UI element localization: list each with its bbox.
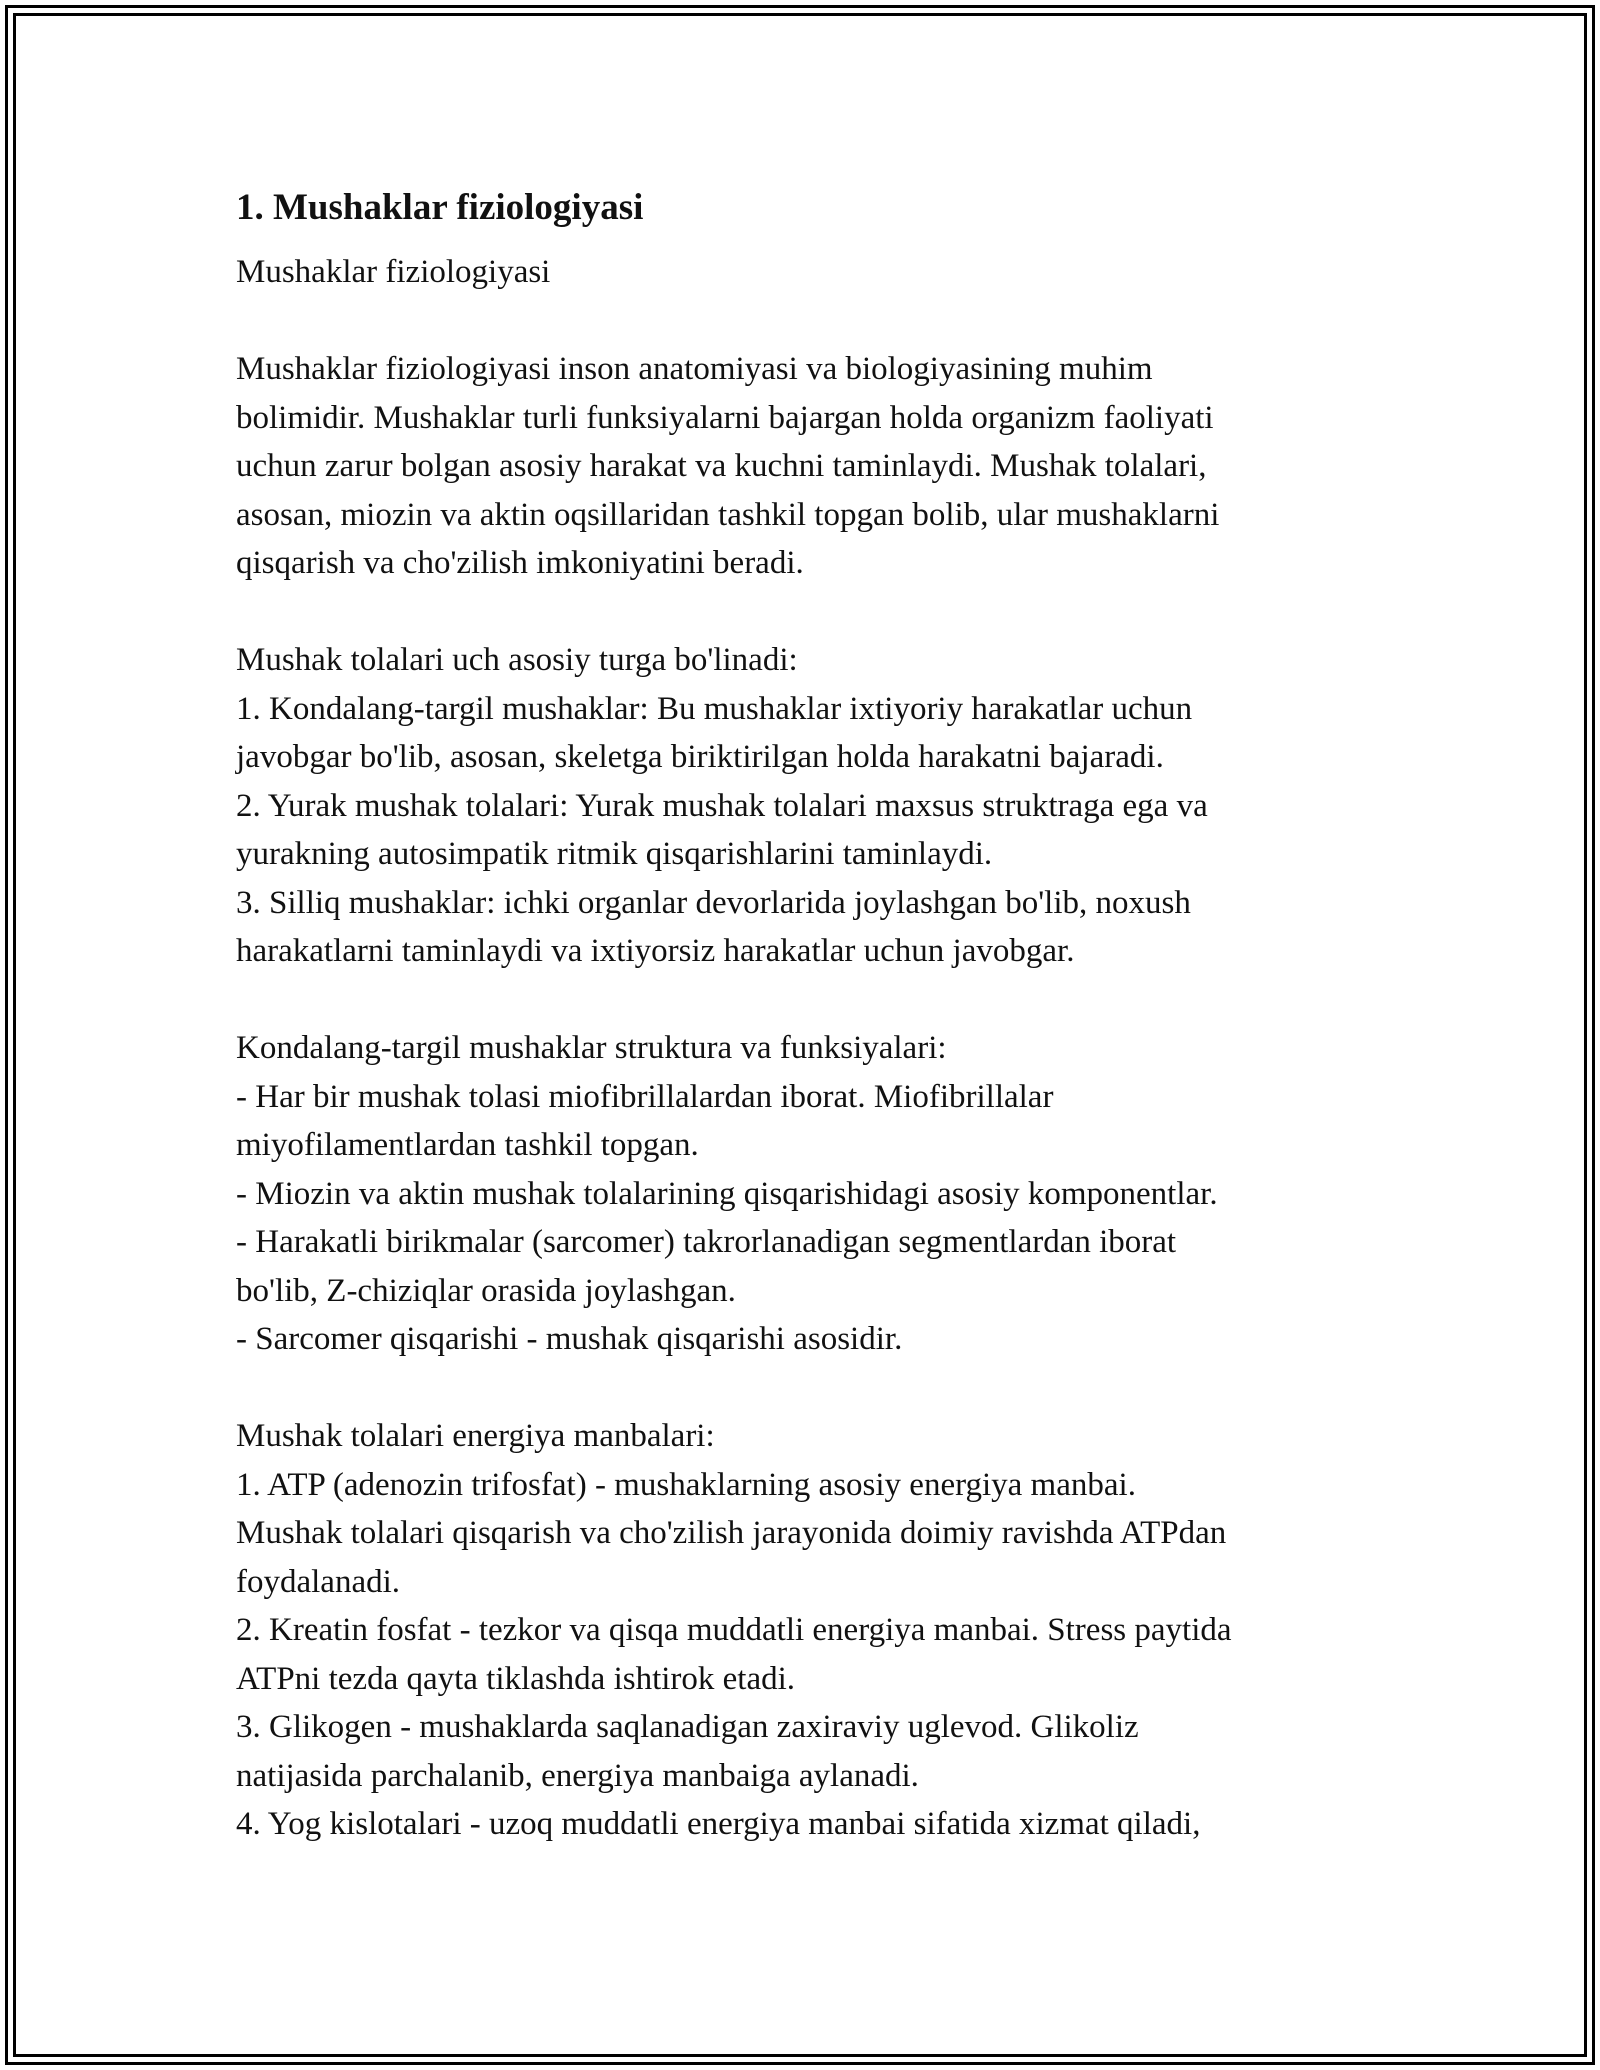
text-line: Kondalang-targil mushaklar struktura va funksiyalari:: [236, 1030, 947, 1067]
text-line: natijasida parchalanib, energiya manbaiga aylanadi.: [236, 1757, 919, 1794]
text-line: - Har bir mushak tolasi miofibrillalardan iborat. Miofibrillalar: [236, 1078, 1054, 1115]
text-line: Mushaklar fiziologiyasi: [236, 254, 551, 291]
text-line: asosan, miozin va aktin oqsillaridan tashkil topgan bolib, ular mushaklarni: [236, 496, 1220, 533]
document-text: [236, 248, 1366, 1849]
text-line: 1. Kondalang-targil mushaklar: Bu mushaklar ixtiyoriy harakatlar uchun: [236, 690, 1193, 727]
text-line: 2. Yurak mushak tolalari: Yurak mushak tolalari maxsus struktraga ega va: [236, 787, 1208, 824]
text-line: bo'lib, Z-chiziqlar orasida joylashgan.: [236, 1272, 736, 1309]
text-line: 3. Glikogen - mushaklarda saqlanadigan zaxiraviy uglevod. Glikoliz: [236, 1709, 1139, 1746]
text-line: bolimidir. Mushaklar turli funksiyalarni bajargan holda organizm faoliyati: [236, 399, 1214, 436]
text-line: 3. Silliq mushaklar: ichki organlar devorlarida joylashgan bo'lib, noxush: [236, 884, 1191, 921]
text-line: foydalanadi.: [236, 1563, 401, 1600]
text-line: 1. ATP (adenozin trifosfat) - mushaklarning asosiy energiya manbai.: [236, 1466, 1136, 1503]
text-line: miyofilamentlardan tashkil topgan.: [236, 1127, 699, 1164]
blank-line: [236, 588, 1366, 637]
blank-line: [236, 297, 1366, 346]
text-line: qisqarish va cho'zilish imkoniyatini beradi.: [236, 545, 804, 582]
text-line: - Sarcomer qisqarishi - mushak qisqarishi asosidir.: [236, 1321, 903, 1358]
text-line: Mushak tolalari qisqarish va cho'zilish jarayonida doimiy ravishda ATPdan: [236, 1515, 1227, 1552]
text-line: Mushak tolalari uch asosiy turga bo'linadi:: [236, 642, 798, 679]
blank-line: [236, 1364, 1366, 1413]
text-line: ATPni tezda qayta tiklashda ishtirok etadi.: [236, 1660, 796, 1697]
text-line: 2. Kreatin fosfat - tezkor va qisqa muddatli energiya manbai. Stress paytida: [236, 1612, 1232, 1649]
text-line: javobgar bo'lib, asosan, skeletga biriktirilgan holda harakatni bajaradi.: [236, 739, 1164, 776]
text-line: yurakning autosimpatik ritmik qisqarishlarini taminlaydi.: [236, 836, 993, 873]
text-line: harakatlarni taminlaydi va ixtiyorsiz harakatlar uchun javobgar.: [236, 933, 1075, 970]
text-line: Mushaklar fiziologiyasi inson anatomiyasi va biologiyasining muhim: [236, 351, 1153, 388]
text-line: - Harakatli birikmalar (sarcomer) takrorlanadigan segmentlardan iborat: [236, 1224, 1177, 1261]
text-line: uchun zarur bolgan asosiy harakat va kuchni taminlaydi. Mushak tolalari,: [236, 448, 1207, 485]
blank-line: [236, 976, 1366, 1025]
document-body: [236, 186, 1366, 1849]
text-line: - Miozin va aktin mushak tolalarining qisqarishidagi asosiy komponentlar.: [236, 1175, 1218, 1212]
text-line: 4. Yog kislotalari - uzoq muddatli energiya manbai sifatida xizmat qiladi,: [236, 1806, 1201, 1843]
text-line: Mushak tolalari energiya manbalari:: [236, 1418, 715, 1455]
document-title: 1. Mushaklar fiziologiyasi: [236, 187, 644, 228]
